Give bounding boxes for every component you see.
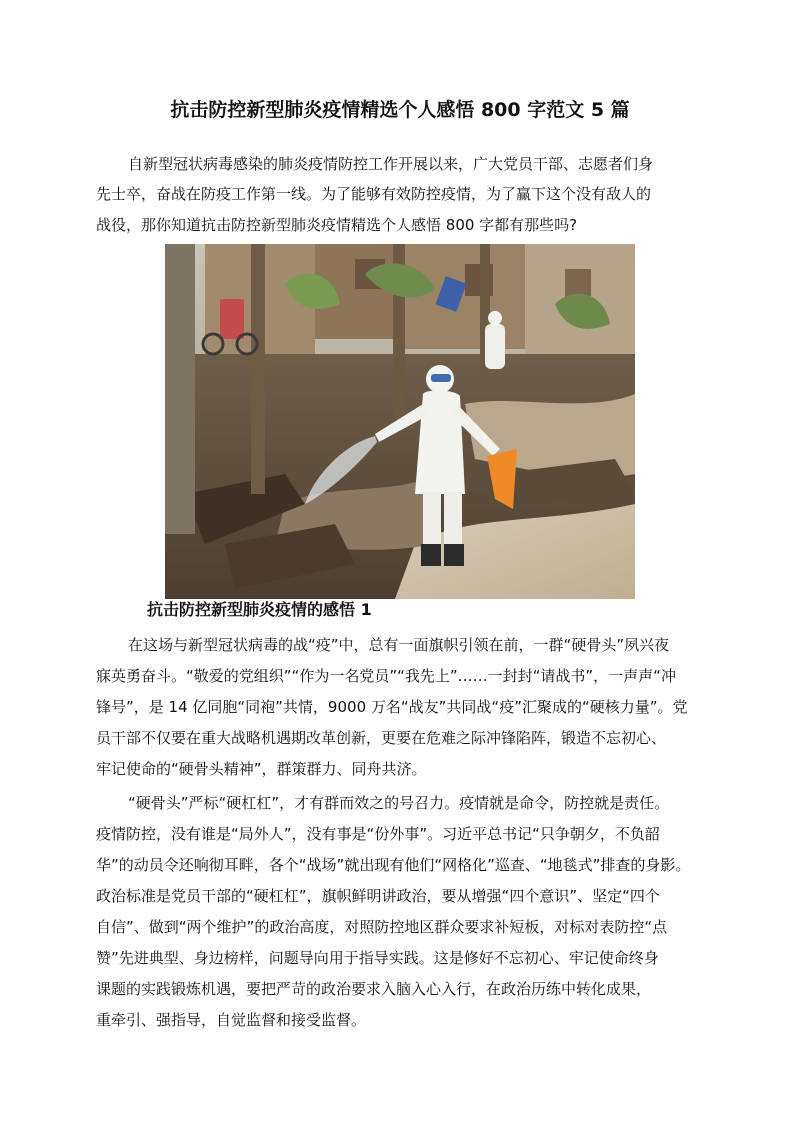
para2-line: 华”的动员令还响彻耳畔，各个“战场”就出现有他们“网格化”巡查、“地毯式”排查的身影。 [96, 856, 691, 874]
para2-line: 政治标准是党员干部的“硬杠杠”，旗帜鲜明讲政治，要从增强“四个意识”、坚定“四个 [96, 887, 660, 905]
para1-line: 锋号”，是 14 亿同胞“同袍”共情，9000 万名“战友”共同战“疫”汇聚成的“硬核力量”。党 [96, 698, 688, 716]
intro-line: 自新型冠状病毒感染的肺炎疫情防控工作开展以来，广大党员干部、志愿者们身 [128, 155, 654, 173]
section-heading: 抗击防控新型肺炎疫情的感悟 1 [147, 600, 372, 619]
document-title: 抗击防控新型肺炎疫情精选个人感悟 800 字范文 5 篇 [170, 99, 630, 121]
para2-line: 重牵引、强指导，自觉监督和接受监督。 [96, 1011, 367, 1029]
intro-line: 先士卒，奋战在防疫工作第一线。为了能够有效防控疫情，为了赢下这个没有敌人的 [96, 185, 652, 203]
para1-line: 寐英勇奋斗。“敬爱的党组织”“作为一名党员”“我先上”……一封封“请战书”，一声声“冲 [96, 667, 676, 685]
para1-line: 在这场与新型冠状病毒的战“疫”中，总有一面旗帜引领在前，一群“硬骨头”夙兴夜 [128, 636, 670, 654]
para1-line: 员干部不仅要在重大战略机遇期改革创新，更要在危难之际冲锋陷阵，锻造不忘初心、 [96, 729, 667, 747]
para2-line: 赞”先进典型、身边榜样，问题导向用于指导实践。这是修好不忘初心、牢记使命终身 [96, 949, 659, 967]
para2-line: 课题的实践锻炼机遇，要把严苛的政治要求入脑入心入行，在政治历练中转化成果， [96, 980, 652, 998]
photo-disinfection-worker-icon [165, 244, 635, 599]
para2-line: “硬骨头”严标“硬杠杠”，才有群而效之的号召力。疫情就是命令，防控就是责任。 [128, 794, 670, 812]
intro-line: 战役，那你知道抗击防控新型肺炎疫情精选个人感悟 800 字都有那些吗? [96, 216, 578, 234]
para2-line: 疫情防控，没有谁是“局外人”，没有事是“份外事”。习近平总书记“只争朝夕，不负韶 [96, 825, 660, 843]
disinfection-photo [165, 244, 635, 599]
para1-line: 牢记使命的“硬骨头精神”，群策群力、同舟共济。 [96, 760, 427, 778]
para2-line: 自信”、做到“两个维护”的政治高度，对照防控地区群众要求补短板，对标对表防控“点 [96, 918, 668, 936]
